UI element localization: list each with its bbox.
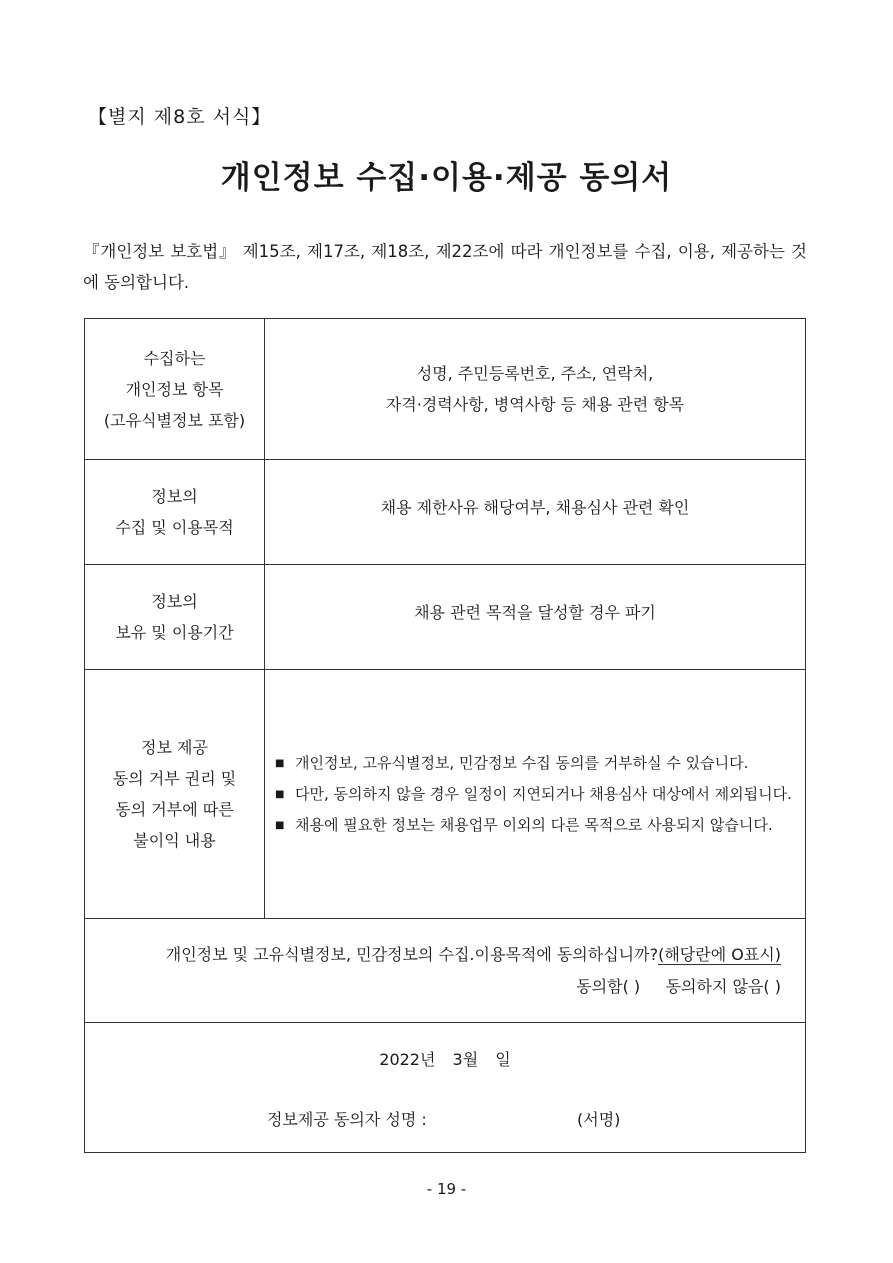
row-label: 정보의 보유 및 이용기간 xyxy=(85,565,265,669)
form-number-label: 【별지 제8호 서식】 xyxy=(88,106,272,128)
consent-question-note: (해당란에 O표시) xyxy=(658,945,781,964)
consent-table xyxy=(84,318,806,1153)
signer-name-label: 정보제공 동의자 성명 : xyxy=(267,1110,427,1129)
row-label: 수집하는 개인정보 항목 (고유식별정보 포함) xyxy=(85,319,265,459)
row-label: 정보 제공 동의 거부 권리 및 동의 거부에 따른 불이익 내용 xyxy=(85,670,265,918)
row-value: 성명, 주민등록번호, 주소, 연락처, 자격·경력사항, 병역사항 등 채용 관련 항목 xyxy=(385,364,685,414)
intro-paragraph: 『개인정보 보호법』 제15조, 제17조, 제18조, 제22조에 따라 개인정보를 수집, 이용, 제공하는 것에 동의합니다. xyxy=(83,242,807,292)
square-bullet-icon: ■ xyxy=(275,757,285,769)
square-bullet-icon: ■ xyxy=(275,819,285,831)
row-refusal-rights xyxy=(84,670,806,919)
agree-checkbox[interactable]: 동의함( ) xyxy=(576,977,641,996)
disagree-checkbox[interactable]: 동의하지 않음( ) xyxy=(665,977,781,996)
signature-box xyxy=(84,1023,806,1153)
consent-date: 2022년 3월 일 xyxy=(379,1050,511,1069)
square-bullet-icon: ■ xyxy=(275,788,285,800)
document-title: 개인정보 수집·이용·제공 동의서 xyxy=(220,160,673,196)
page-number: - 19 - xyxy=(426,1180,467,1198)
row-collected-items xyxy=(84,318,806,460)
list-item: ■ 개인정보, 고유식별정보, 민감정보 수집 동의를 거부하실 수 있습니다. xyxy=(275,748,792,779)
row-value xyxy=(265,670,805,918)
row-purpose xyxy=(84,460,806,565)
row-value: 채용 제한사유 해당여부, 채용심사 관련 확인 xyxy=(380,497,690,517)
list-item: ■ 다만, 동의하지 않을 경우 일정이 지연되거나 채용심사 대상에서 제외됩니다. xyxy=(275,779,792,810)
consent-options xyxy=(111,971,781,1003)
row-label: 정보의 수집 및 이용목적 xyxy=(85,460,265,564)
signature-mark[interactable]: (서명) xyxy=(577,1110,621,1129)
row-value: 채용 관련 목적을 달성할 경우 파기 xyxy=(414,602,656,622)
consent-question: 개인정보 및 고유식별정보, 민감정보의 수집.이용목적에 동의하십니까?(해당란에 O표시) xyxy=(165,945,781,964)
refusal-bullet-list xyxy=(275,748,792,841)
row-retention-period xyxy=(84,565,806,670)
list-item: ■ 채용에 필요한 정보는 채용업무 이외의 다른 목적으로 사용되지 않습니다. xyxy=(275,810,792,841)
consent-question-box xyxy=(84,919,806,1023)
